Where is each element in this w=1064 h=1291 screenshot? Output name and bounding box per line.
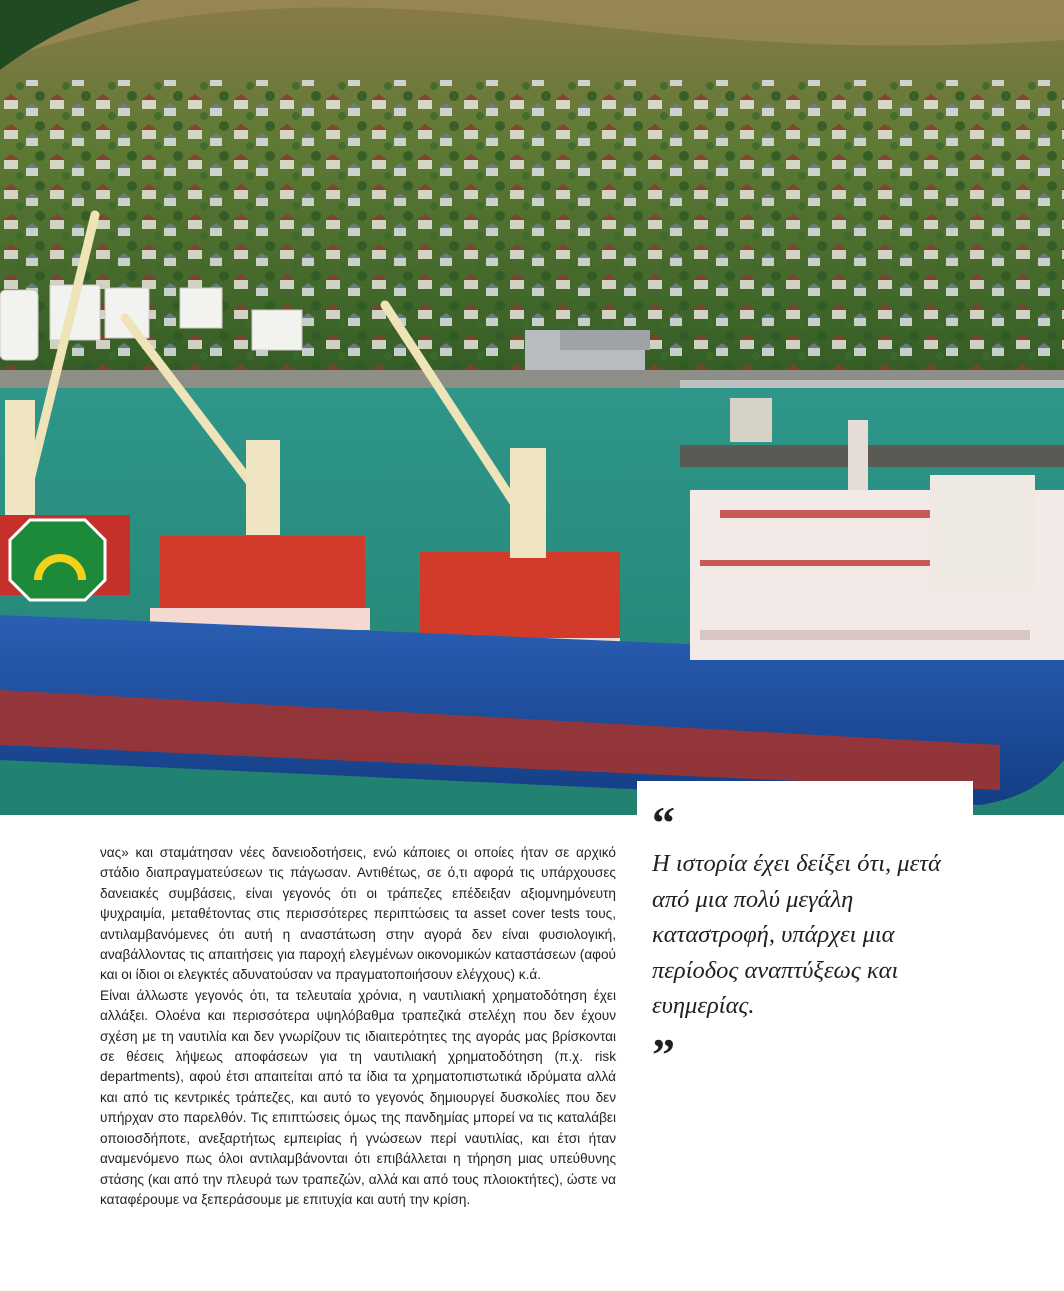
open-quote-mark: “ [652, 797, 675, 848]
pullquote [652, 797, 972, 1080]
pullquote-text: Η ιστορία έχει δείξει ότι, μετά από μια πολύ μεγάλη καταστροφή, υπάρχει μια περίοδος αναπτύξεως και ευημερίας. [652, 850, 941, 1019]
article-body [100, 843, 616, 1210]
body-paragraph-2: Είναι άλλωστε γεγονός ότι, τα τελευταία χρόνια, η ναυτιλιακή χρηματοδότηση έχει αλλάξει. Ολοένα και περισσότερα υψηλόβαθμα τραπεζικά στελέχη που δεν έχουν σχέση με τη ναυτιλία και δεν γνωρίζουν τις ιδιαιτερότητες της αγοράς μας βρίσκονται σε θέσεις λήψεως αποφάσεων για τη ναυτιλιακή χρηματοδότηση (π.χ. risk departments), αφού έτσι απαιτείται από τα ίδια τα χρηματοπιστωτικά ιδρύματα αλλά και από τις κεντρικές τράπεζες, και αυτό το γεγονός δημιουργεί δυσκολίες που δεν υπήρχαν στο παρελθόν. Τις επιπτώσεις όμως της πανδημίας μπορεί να τις καταλάβει οποιοσδήποτε, ανεξαρτήτως εμπειρίας ή γνώσεων περί ναυτιλίας, και έτσι ήταν αναμενόμενο πως όλοι αντιλαμβάνονται ότι επιβάλλεται η τήρηση μιας υπεύθυνης στάσης (και από την πλευρά των τραπεζών, αλλά και από τους πλοιοκτήτες), ώστε να καταφέρουμε να ξεπεράσουμε με επιτυχία και αυτή την κρίση. [100, 987, 616, 1207]
body-paragraph-1: νας» και σταμάτησαν νέες δανειοδοτήσεις, ενώ κάποιες οι οποίες ήταν σε αρχικό στάδιο διαπραγματεύσεων τις πάγωσαν. Αντιθέτως, σε ό,τι αφορά τις υπάρχουσες δανειακές συμβάσεις, είναι γεγονός ότι οι τράπεζες επέδειξαν αξιομνημόνευτη ψυχραιμία, μεταθέτοντας στις περισσότερες περιπτώσεις τα asset cover tests τους, αντιλαμβανόμενες ότι αυτή η αναστάτωση στην αγορά δεν είναι φυσιολογική, αναβάλλοντας τις απαιτήσεις για παροχή ελεγμένων οικονομικών καταστάσεων (αφού και οι ίδιοι οι ελεγκτές αδυνατούσαν να πραγματοποιήσουν ελέγχους) κ.ά. [100, 845, 616, 983]
close-quote-mark: ” [652, 1028, 675, 1080]
